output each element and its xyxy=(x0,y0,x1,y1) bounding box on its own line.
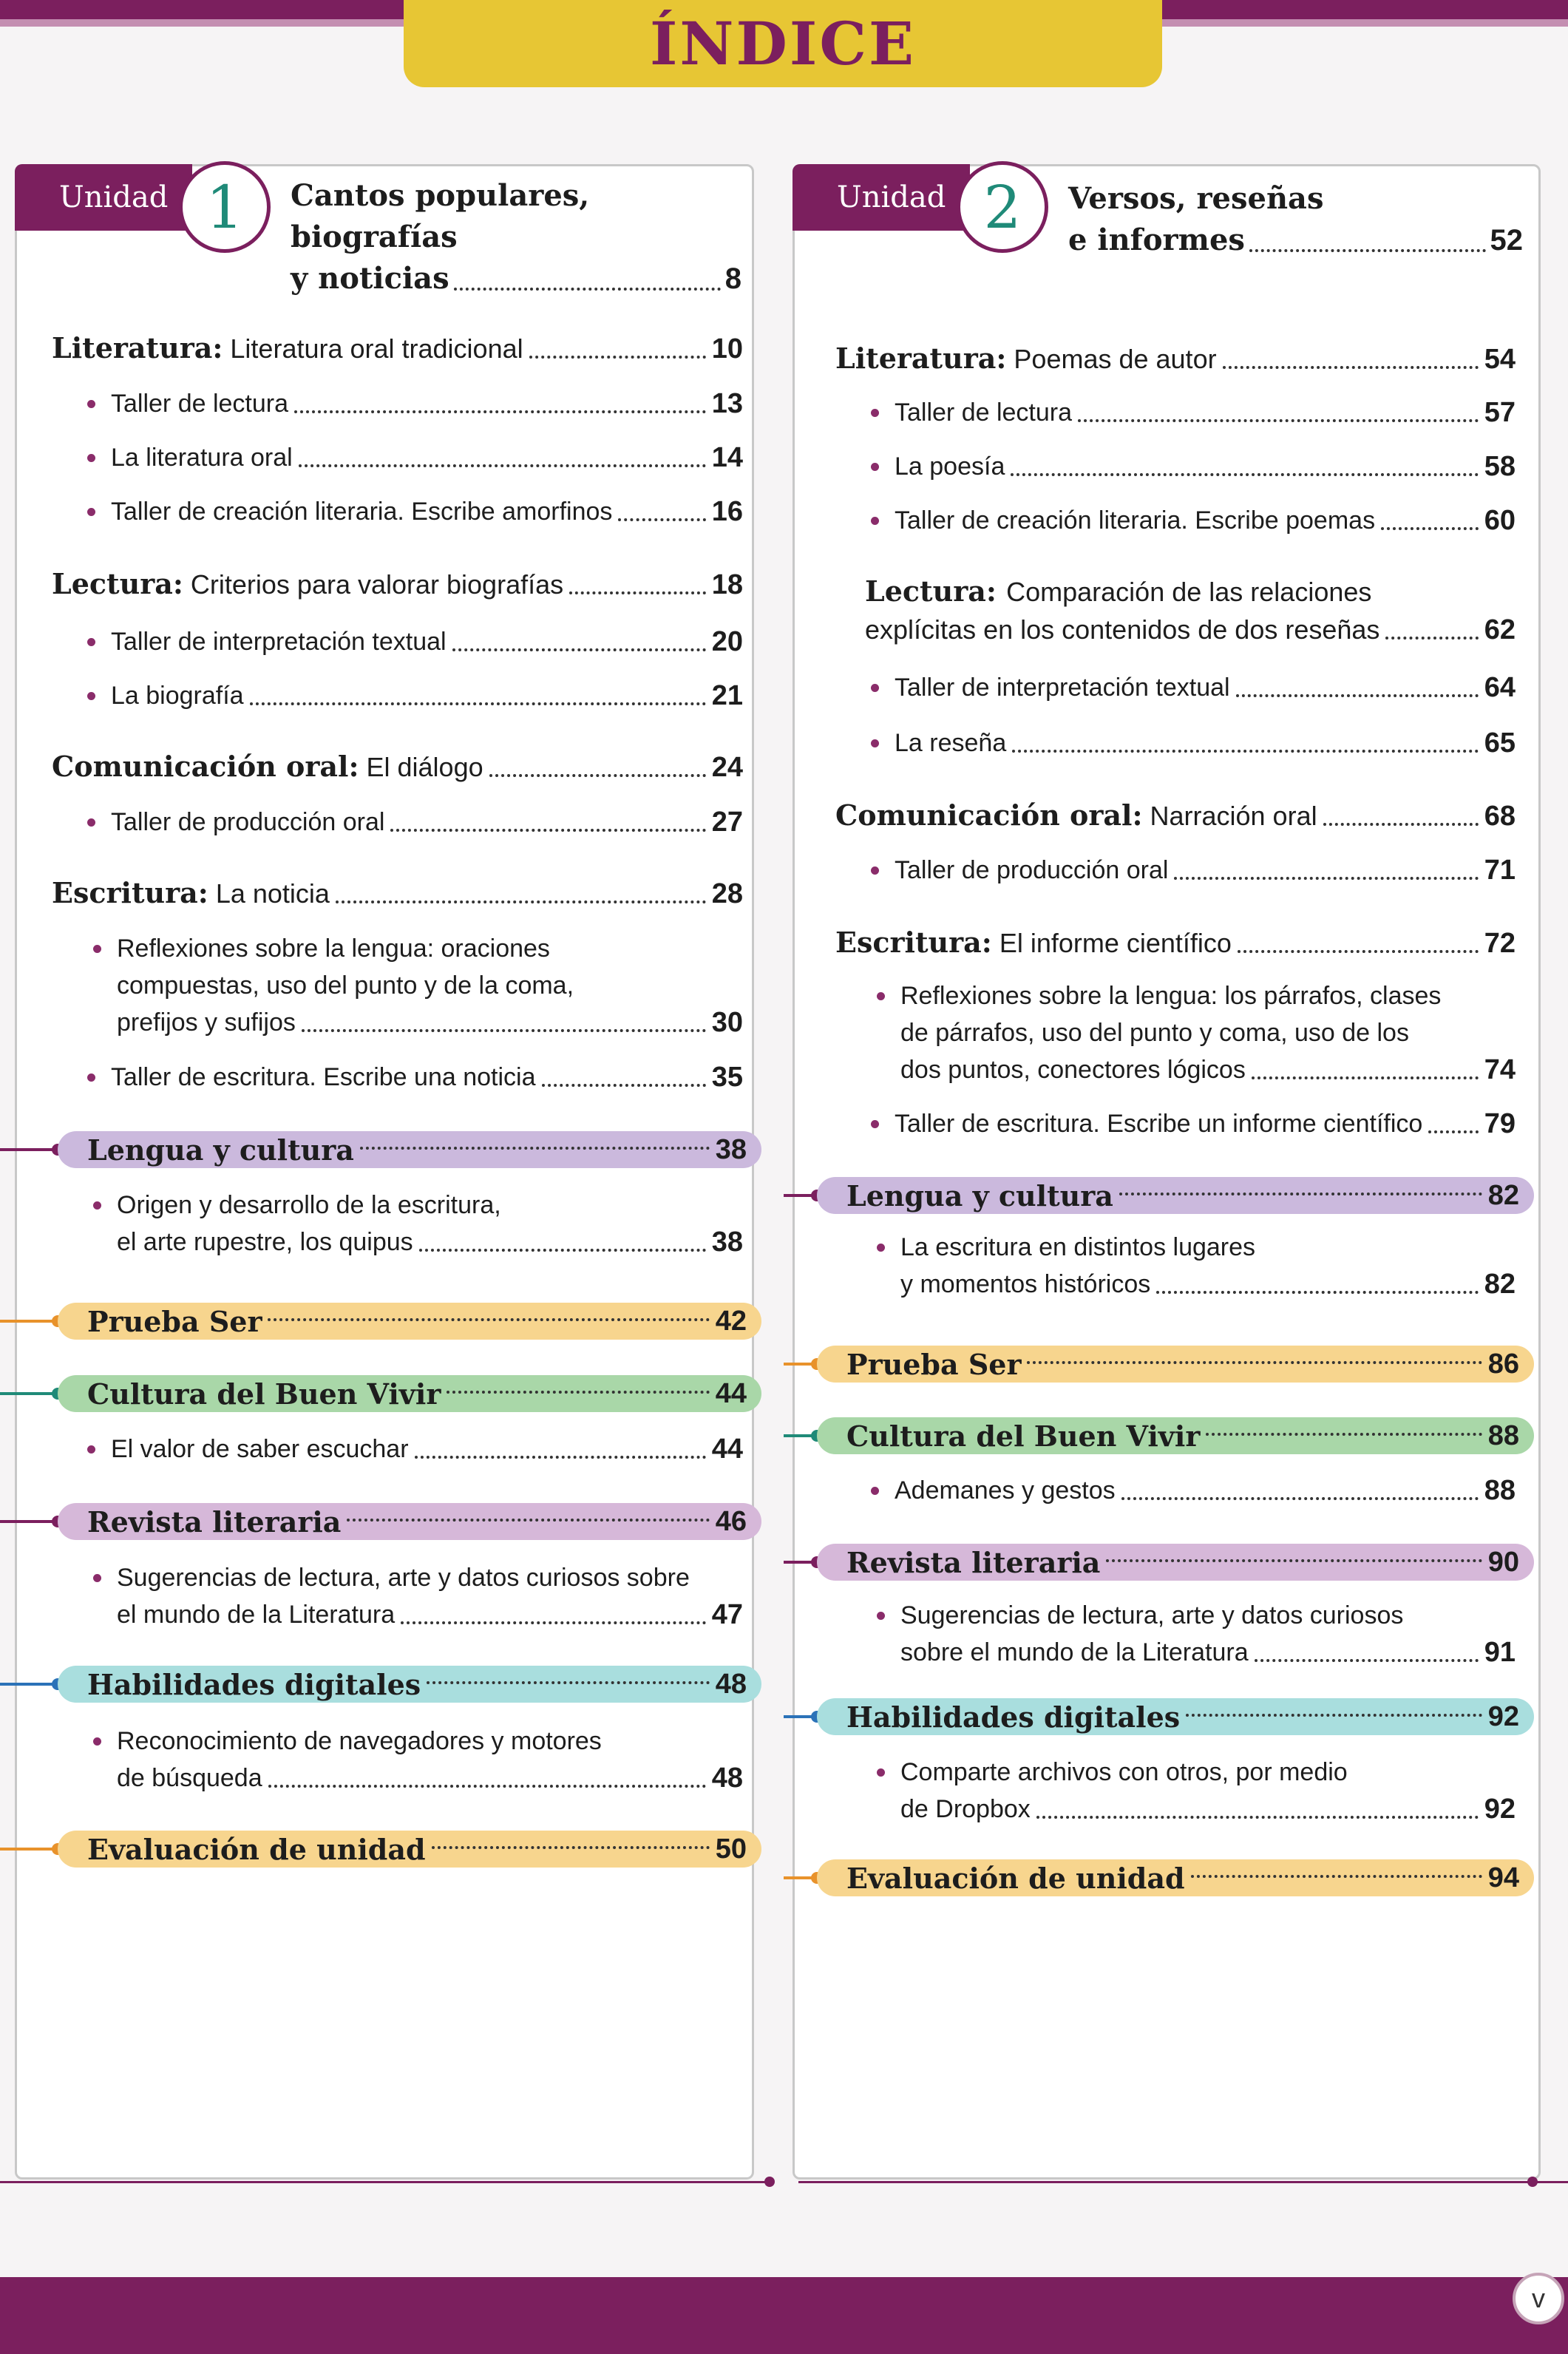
unit-1-title-line1: Cantos populares, biografías xyxy=(291,178,590,254)
entry-line: Origen y desarrollo de la escritura, xyxy=(81,1187,743,1224)
unit-1-label: Unidad xyxy=(15,164,192,231)
entry-text: Taller de lectura xyxy=(865,394,1072,431)
unit2-entry[interactable] xyxy=(865,852,1516,889)
unit1-section-habilidades-digitales[interactable] xyxy=(58,1666,761,1703)
page-ref: 58 xyxy=(1484,451,1516,482)
section-label: Evaluación de unidad xyxy=(846,1861,1185,1895)
unit2-entry[interactable] xyxy=(865,725,1516,762)
leader-dots xyxy=(294,410,706,413)
unit2-entry-multiline[interactable] xyxy=(865,1229,1516,1303)
entry-text: de Dropbox xyxy=(900,1795,1031,1823)
bottom-rule-right xyxy=(798,2181,1568,2183)
page-ref: 90 xyxy=(1487,1546,1519,1578)
leader-dots xyxy=(302,1029,706,1032)
page-number: v xyxy=(1513,2273,1564,2324)
unit-2-header xyxy=(793,164,1088,242)
page-ref: 65 xyxy=(1484,727,1516,759)
page-ref: 44 xyxy=(715,1377,747,1409)
unit2-entry-multiline[interactable] xyxy=(865,1754,1516,1828)
section-label: Habilidades digitales xyxy=(846,1700,1181,1734)
leader-dots xyxy=(1078,419,1479,422)
entry-line: de párrafos, uso del punto y coma, uso de los xyxy=(900,1019,1409,1047)
unit-1-title[interactable] xyxy=(291,175,741,299)
leader-dots xyxy=(447,1391,709,1394)
entry-text: La poesía xyxy=(865,448,1005,485)
entry-text: Comparación de las relaciones xyxy=(1006,577,1372,607)
leader-dots xyxy=(268,1785,706,1788)
page-ref: 60 xyxy=(1484,505,1516,536)
section-label: Cultura del Buen Vivir xyxy=(846,1419,1201,1453)
unit1-section-revista-literaria[interactable] xyxy=(58,1503,761,1540)
section-label: Evaluación de unidad xyxy=(87,1832,426,1866)
leader-dots xyxy=(1106,1559,1482,1562)
entry-line xyxy=(81,1760,743,1797)
page-ref: 46 xyxy=(715,1505,747,1537)
entry-line xyxy=(81,1224,743,1261)
entry-line: compuestas, uso del punto y de la coma, xyxy=(117,971,574,1000)
unit1-entry-multiline[interactable] xyxy=(81,930,743,1041)
page-ref: 62 xyxy=(1484,614,1516,645)
page-ref: 72 xyxy=(1484,928,1516,959)
section-label: Literatura: xyxy=(52,331,223,364)
unit2-section-habilidades-digitales[interactable] xyxy=(817,1698,1534,1735)
entry-text: dos puntos, conectores lógicos xyxy=(900,1056,1246,1084)
leader-dots xyxy=(1121,1497,1479,1500)
entry-line: Sugerencias de lectura, arte y datos curiosos sobre xyxy=(81,1559,743,1596)
entry-text: Taller de producción oral xyxy=(865,852,1168,889)
leader-dots xyxy=(415,1456,706,1459)
page-ref: 91 xyxy=(1484,1637,1516,1668)
leader-dots xyxy=(1223,366,1479,369)
page-ref: 82 xyxy=(1484,1269,1516,1300)
page-ref: 92 xyxy=(1484,1794,1516,1825)
unit2-entry[interactable] xyxy=(865,1472,1516,1509)
unit2-entry-multiline[interactable] xyxy=(865,977,1516,1088)
entry-line: Reconocimiento de navegadores y motores xyxy=(81,1723,743,1760)
section-label: Habilidades digitales xyxy=(87,1667,421,1701)
section-label: Lectura: xyxy=(52,567,183,600)
section-label: Prueba Ser xyxy=(87,1304,262,1338)
entry-text: explícitas en los contenidos de dos reseñas xyxy=(865,614,1380,645)
leader-dots xyxy=(432,1846,710,1849)
entry-text: el arte rupestre, los quipus xyxy=(117,1228,413,1256)
entry-title: Narración oral xyxy=(1150,801,1317,831)
unit1-section-cultura-del-buen-vivir[interactable] xyxy=(58,1375,761,1412)
leader-dots xyxy=(401,1621,706,1624)
page-ref: 18 xyxy=(711,569,743,600)
leader-dots xyxy=(390,829,705,832)
unit-1-title-page: 8 xyxy=(724,262,741,295)
section-label: Cultura del Buen Vivir xyxy=(87,1377,441,1411)
bottom-rule-left-dot xyxy=(764,2177,775,2187)
entry-line xyxy=(865,1266,1516,1303)
leader-dots xyxy=(569,591,706,594)
unit1-entry[interactable] xyxy=(52,875,743,912)
page-ref: 10 xyxy=(711,333,743,364)
leader-dots xyxy=(1252,1076,1479,1079)
leader-dots xyxy=(618,518,705,521)
unit2-section-lengua-y-cultura[interactable] xyxy=(817,1177,1534,1214)
leader-dots xyxy=(360,1147,710,1150)
bottom-border xyxy=(0,2277,1568,2354)
entry-text: el mundo de la Literatura xyxy=(117,1601,396,1629)
section-label: Prueba Ser xyxy=(846,1347,1022,1381)
leader-dots xyxy=(336,900,706,903)
unit2-entry[interactable] xyxy=(865,502,1516,539)
page-ref: 82 xyxy=(1487,1179,1519,1211)
unit1-section-prueba-ser[interactable] xyxy=(58,1303,761,1340)
unit1-entry[interactable] xyxy=(81,1059,743,1096)
unit1-entry[interactable] xyxy=(81,493,743,530)
leader-dots xyxy=(529,356,706,359)
page-ref: 21 xyxy=(711,680,743,711)
entry-text: La reseña xyxy=(865,725,1006,762)
unit-2-number: 2 xyxy=(957,161,1048,253)
unit1-entry[interactable] xyxy=(81,677,743,714)
page-title-tab xyxy=(404,0,1162,87)
unit1-section-evaluaci-n-de-unidad[interactable] xyxy=(58,1831,761,1868)
leader-dots xyxy=(268,1318,709,1321)
page-ref: 64 xyxy=(1484,672,1516,703)
entry-title: La noticia xyxy=(215,878,330,909)
section-label: Lectura: xyxy=(865,574,1007,608)
entry-title: Poemas de autor xyxy=(1014,344,1217,374)
unit1-entry-multiline[interactable] xyxy=(81,1187,743,1261)
section-label: Revista literaria xyxy=(87,1505,342,1539)
entry-line xyxy=(829,611,1516,648)
entry-text xyxy=(52,748,483,786)
page-title: ÍNDICE xyxy=(650,9,916,78)
unit1-entry[interactable] xyxy=(81,623,743,660)
entry-text: de búsqueda xyxy=(117,1764,262,1792)
entry-line xyxy=(865,1791,1516,1828)
page-ref: 35 xyxy=(711,1062,743,1093)
leader-dots xyxy=(419,1249,706,1252)
entry-text: Taller de escritura. Escribe un informe científico xyxy=(865,1105,1422,1142)
page-ref: 47 xyxy=(711,1599,743,1630)
entry-text: y momentos históricos xyxy=(900,1270,1151,1298)
page-ref: 38 xyxy=(711,1227,743,1258)
entry-line: La escritura en distintos lugares xyxy=(865,1229,1516,1266)
unit1-section-lengua-y-cultura[interactable] xyxy=(58,1131,761,1168)
leader-dots xyxy=(542,1084,706,1087)
entry-text: prefijos y sufijos xyxy=(117,1008,296,1037)
entry-text xyxy=(835,797,1317,835)
page-ref: 68 xyxy=(1484,801,1516,832)
page-ref: 50 xyxy=(715,1833,747,1865)
section-label: Comunicación oral: xyxy=(835,798,1143,832)
entry-text: Taller de lectura xyxy=(81,385,288,422)
page-ref: 38 xyxy=(715,1133,747,1165)
entry-text xyxy=(835,340,1217,378)
page-ref: 74 xyxy=(1484,1054,1516,1085)
page-ref: 28 xyxy=(711,878,743,909)
entry-text xyxy=(52,875,330,912)
page-ref: 14 xyxy=(711,442,743,473)
unit1-entry[interactable] xyxy=(52,748,743,786)
page-ref: 88 xyxy=(1487,1419,1519,1451)
unit1-entry-multiline[interactable] xyxy=(81,1559,743,1633)
bottom-rule-right-dot xyxy=(1527,2177,1538,2187)
entry-text: Ademanes y gestos xyxy=(865,1472,1116,1509)
page-ref: 94 xyxy=(1487,1862,1519,1893)
unit-2-label: Unidad xyxy=(793,164,970,231)
entry-text: Taller de creación literaria. Escribe amorfinos xyxy=(81,493,612,530)
leader-dots xyxy=(347,1519,709,1522)
entry-text: Taller de interpretación textual xyxy=(81,623,447,660)
page-ref: 24 xyxy=(711,752,743,783)
leader-dots xyxy=(1323,823,1479,826)
section-label: Lengua y cultura xyxy=(87,1133,354,1167)
leader-dots xyxy=(1238,950,1479,953)
page-ref: 20 xyxy=(711,626,743,657)
leader-dots xyxy=(1174,877,1478,880)
entry-line xyxy=(865,1051,1516,1088)
entry-text: sobre el mundo de la Literatura xyxy=(900,1638,1249,1666)
entry-text: El valor de saber escuchar xyxy=(81,1431,409,1468)
section-label: Comunicación oral: xyxy=(52,750,359,783)
unit2-section-revista-literaria[interactable] xyxy=(817,1544,1534,1581)
leader-dots xyxy=(1119,1193,1482,1195)
unit-1-number: 1 xyxy=(179,161,271,253)
leader-dots xyxy=(1011,473,1478,476)
page-ref: 54 xyxy=(1484,344,1516,375)
section-label: Escritura: xyxy=(835,926,992,959)
entry-line xyxy=(865,1634,1516,1671)
page-ref: 48 xyxy=(715,1668,747,1700)
unit-2-title-page: 52 xyxy=(1490,224,1523,257)
unit1-entry[interactable] xyxy=(81,804,743,841)
unit1-entry[interactable] xyxy=(81,439,743,476)
entry-line: Reflexiones sobre la lengua: oraciones xyxy=(81,930,743,967)
unit2-entry[interactable] xyxy=(865,448,1516,485)
unit2-entry[interactable] xyxy=(835,340,1516,378)
entry-title: Criterios para valorar biografías xyxy=(190,569,564,600)
leader-dots xyxy=(299,464,706,467)
page-ref: 92 xyxy=(1487,1700,1519,1732)
page-ref: 79 xyxy=(1484,1108,1516,1139)
entry-title: Literatura oral tradicional xyxy=(230,333,523,364)
leader-dots xyxy=(1236,694,1479,697)
leader-dots xyxy=(1027,1361,1482,1364)
unit-2-title-line1: Versos, reseñas xyxy=(1068,181,1324,216)
entry-line: Reflexiones sobre la lengua: los párrafos, clases xyxy=(865,977,1516,1014)
entry-text: Taller de interpretación textual xyxy=(865,669,1230,706)
page-ref: 71 xyxy=(1484,855,1516,886)
entry-title: El informe científico xyxy=(999,928,1232,958)
unit2-entry[interactable] xyxy=(865,394,1516,431)
unit-1-title-line2: y noticias xyxy=(291,261,449,296)
leader-dots xyxy=(1036,1816,1479,1819)
unit1-entry[interactable] xyxy=(81,385,743,422)
entry-text xyxy=(52,330,523,367)
page-ref: 88 xyxy=(1484,1475,1516,1506)
unit2-section-cultura-del-buen-vivir[interactable] xyxy=(817,1417,1534,1454)
unit2-entry[interactable] xyxy=(865,669,1516,706)
entry-line: Sugerencias de lectura, arte y datos curiosos xyxy=(865,1597,1516,1634)
unit2-section-prueba-ser[interactable] xyxy=(817,1346,1534,1383)
leader-dots xyxy=(1428,1130,1478,1133)
leader-dots xyxy=(1206,1433,1482,1436)
unit2-entry[interactable] xyxy=(835,924,1516,962)
leader-dots xyxy=(1186,1714,1482,1717)
unit2-entry[interactable] xyxy=(865,1105,1516,1142)
entry-line xyxy=(81,1596,743,1633)
leader-dots xyxy=(1012,750,1478,753)
leader-dots xyxy=(1385,637,1478,640)
unit1-entry[interactable] xyxy=(81,1431,743,1468)
page-ref: 57 xyxy=(1484,397,1516,428)
leader-dots xyxy=(250,702,706,705)
page-ref: 42 xyxy=(715,1305,747,1337)
unit-1-header xyxy=(15,164,310,242)
page-ref: 44 xyxy=(711,1434,743,1465)
page-ref: 30 xyxy=(711,1007,743,1038)
entry-text xyxy=(52,566,563,603)
leader-dots xyxy=(1255,1659,1479,1662)
unit2-section-evaluaci-n-de-unidad[interactable] xyxy=(817,1859,1534,1896)
unit-2-title-line2: e informes xyxy=(1068,223,1245,257)
entry-line xyxy=(829,573,1516,611)
unit2-entry-multiline[interactable] xyxy=(829,573,1516,648)
page-ref: 13 xyxy=(711,388,743,419)
section-label: Literatura: xyxy=(835,342,1007,375)
leader-dots xyxy=(1191,1875,1482,1878)
unit2-entry-multiline[interactable] xyxy=(865,1597,1516,1671)
unit2-entry[interactable] xyxy=(835,797,1516,835)
section-label: Escritura: xyxy=(52,876,208,909)
unit-2-title[interactable] xyxy=(1068,178,1523,261)
unit1-entry[interactable] xyxy=(52,330,743,367)
page-ref: 16 xyxy=(711,496,743,527)
entry-line xyxy=(81,1004,743,1041)
entry-text: La biografía xyxy=(81,677,244,714)
unit1-entry-multiline[interactable] xyxy=(81,1723,743,1797)
page-ref: 27 xyxy=(711,807,743,838)
leader-dots xyxy=(489,774,706,777)
section-label: Lengua y cultura xyxy=(846,1178,1113,1212)
leader-dots xyxy=(452,648,706,651)
entry-text: Taller de producción oral xyxy=(81,804,384,841)
leader-dots xyxy=(1381,527,1479,530)
leader-dots xyxy=(1156,1291,1478,1294)
page-ref: 48 xyxy=(711,1763,743,1794)
entry-text: La literatura oral xyxy=(81,439,293,476)
entry-text xyxy=(835,924,1232,962)
leader-dots xyxy=(427,1681,710,1684)
unit1-entry[interactable] xyxy=(52,566,743,603)
entry-text: Taller de creación literaria. Escribe poemas xyxy=(865,502,1375,539)
entry-line: Comparte archivos con otros, por medio xyxy=(865,1754,1516,1791)
section-label: Revista literaria xyxy=(846,1545,1101,1579)
entry-title: El diálogo xyxy=(366,752,483,782)
entry-text: Taller de escritura. Escribe una noticia xyxy=(81,1059,536,1096)
bottom-rule-left xyxy=(0,2181,769,2183)
page-ref: 86 xyxy=(1487,1348,1519,1380)
